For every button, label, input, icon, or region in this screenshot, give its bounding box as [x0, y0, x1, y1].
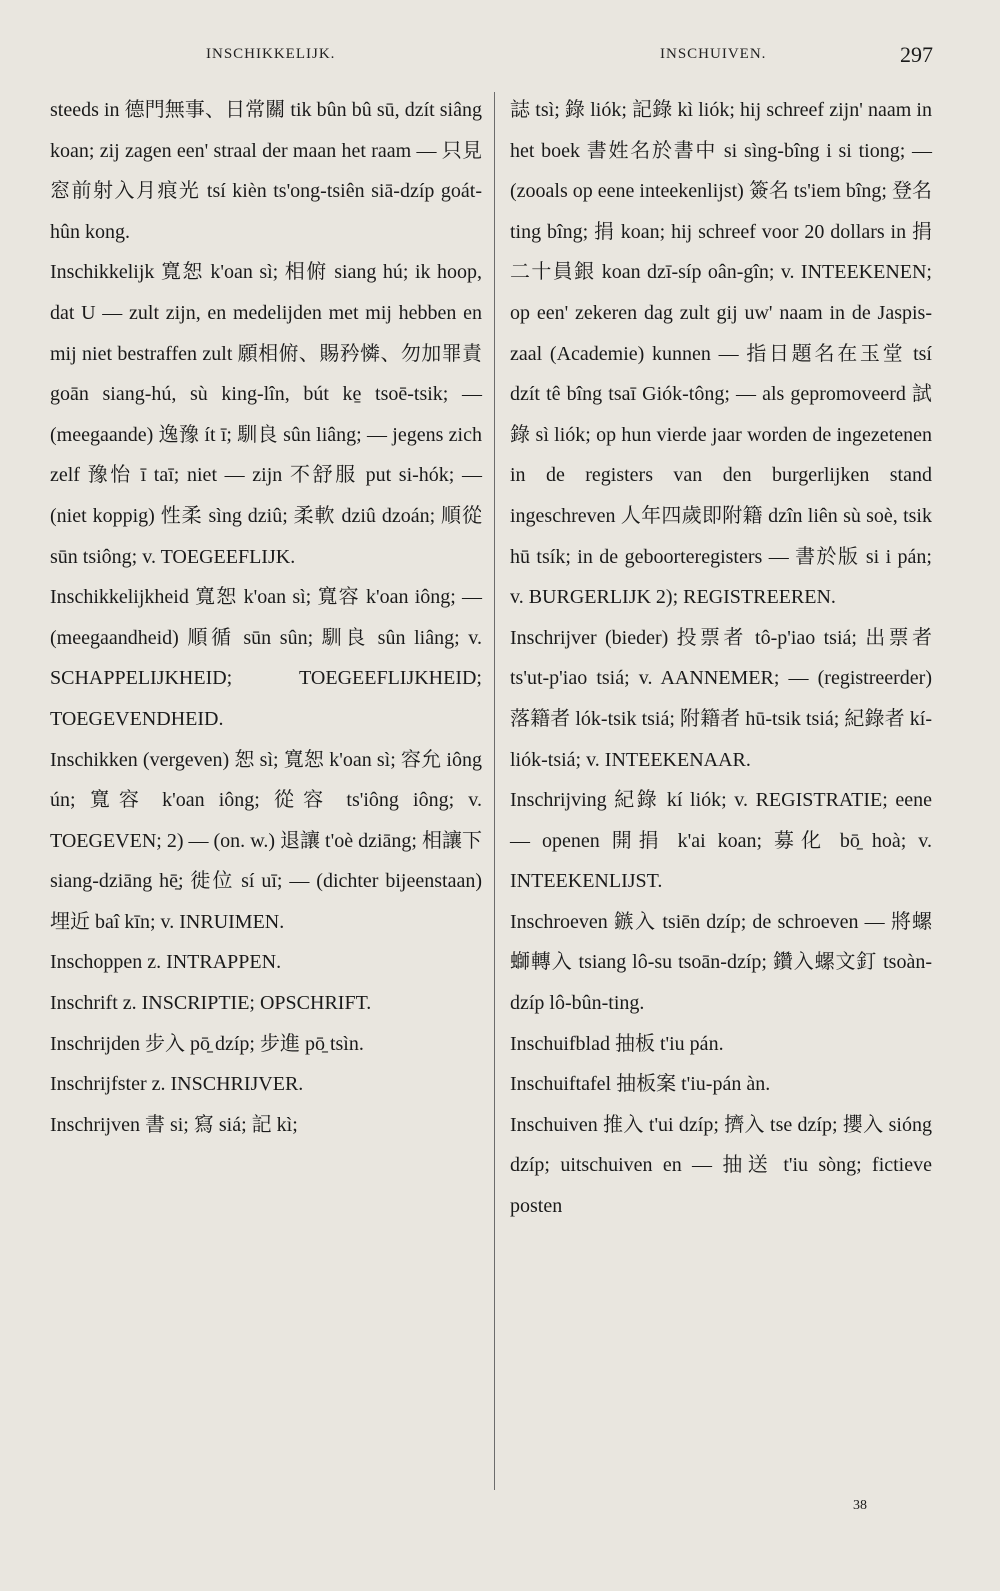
entry-inschuiftafel: Inschuiftafel 抽板案 t'iu-pán àn. — [510, 1073, 771, 1096]
signature-mark: 38 — [853, 1498, 867, 1513]
entry-inschrijving: Inschrijving 紀錄 kí liók; v. REGISTRATIE; eene — openen 開捐 k'ai koan; 募化 bō̱ hoà; v. INTEEKENLIJST. — [510, 789, 932, 893]
entry-inschrijven: Inschrijven 書 si; 寫 siá; 記 kì; — [50, 1113, 298, 1136]
entry-inschikkelijk: Inschikkelijk 寬恕 k'oan sì; 相俯 siang hú; ik hoop, dat U — zult zijn, en medelijden met mij hebben en mij niet bestraffen zult 願相俯、賜矜憐、勿加罪責 goān siang-hú, sù king-lîn, bút ke̱ tsoē-tsik; — (meegaande) 逸豫 ít ī; 馴良 sûn liâng; — jegens zich zelf 豫怡 ī taī; niet — zijn 不舒服 put si-hók; — (niet koppig) 性柔 sìng dziû; 柔軟 dziû dzoán; 順從 sūn tsiông; v. TOEGEEFLIJK. — [50, 261, 482, 568]
entry-inschrijfster: Inschrijfster z. INSCHRIJVER. — [50, 1073, 304, 1096]
entry-inschikken: Inschikken (vergeven) 恕 sì; 寬恕 k'oan sì; 容允 iông ún; 寬容 k'oan iông; 從容 ts'iông iông; v. TOEGEVEN; 2) — (on. w.) 退讓 t'oè dziāng; 相讓下 siang-dziāng hē̱; 徙位 sí uī; — (dichter bijeenstaan) 埋近 baî kīn; v. INRUIMEN. — [50, 748, 482, 933]
entry-inschrijden: Inschrijden 步入 pō̱ dzíp; 步進 pō̱ tsìn. — [50, 1032, 364, 1055]
entry-inschrift: Inschrift z. INSCRIPTIE; OPSCHRIFT. — [50, 992, 372, 1015]
running-head-right: INSCHUIVEN. — [660, 46, 767, 62]
running-head-left: INSCHIKKELIJK. — [206, 46, 336, 62]
entry-inschrijver: Inschrijver (bieder) 投票者 tô-p'iao tsiá; 出票者 ts'ut-p'iao tsiá; v. AANNEMER; — (registreerder) 落籍者 lók-tsik tsiá; 附籍者 hū-tsik tsiá; 紀錄者 kí-liók-tsiá; v. INTEEKENAAR. — [510, 626, 932, 771]
column-divider — [494, 92, 495, 1490]
entry-inschoppen: Inschoppen z. INTRAPPEN. — [50, 951, 282, 974]
entry-inschroeven: Inschroeven 鏃入 tsiēn dzíp; de schroeven — 將螺螄轉入 tsiang lô-su tsoān-dzíp; 鑽入螺文釘 tsoàn-dzíp lô-bûn-ting. — [510, 910, 932, 1015]
page-number: 297 — [900, 42, 933, 67]
entry-inschuiven: Inschuiven 推入 t'ui dzíp; 擠入 tse dzíp; 攖入 sióng dzíp; uitschuiven en — 抽送 t'iu sòng; fictieve posten — [510, 1113, 932, 1218]
left-column — [50, 90, 482, 1145]
right-column — [510, 90, 932, 1227]
entry-inschikkelijkheid: Inschikkelijkheid 寬恕 k'oan sì; 寬容 k'oan iông; — (meegaandheid) 順循 sūn sûn; 馴良 sûn liâng; v. SCHAPPELIJKHEID; TOEGEEFLIJKHEID; TOEGEVENDHEID. — [50, 586, 482, 730]
entry-continuation: steeds in 德門無事、日常關 tik bûn bû sū, dzít siâng koan; zij zagen een' straal der maan het raam — 只見窓前射入月痕光 tsí kièn ts'ong-tsiên siā-dzíp goát-hûn kong. — [50, 99, 482, 243]
entry-inschrijven-cont: 誌 tsì; 錄 liók; 記錄 kì liók; hij schreef zijn' naam in het boek 書姓名於書中 si sìng-bîng i si tiong; — (zooals op eene inteekenlijst) 簽名 ts'iem bîng; 登名 ting bîng; 捐 koan; hij schreef voor 20 dollars in 捐二十員銀 koan dzī-síp oân-gîn; v. INTEEKENEN; op een' zekeren dag zult gij uw' naam in de Jaspis-zaal (Academie) kunnen — 指日題名在玉堂 tsí dzít tê bîng tsaī Giók-tông; — als gepromoveerd 試錄 sì liók; op hun vierde jaar worden de ingezetenen in de registers van den burgerlijken stand ingeschreven 人年四歲即附籍 dzîn liên sù soè, tsik hū tsík; in de geboorteregisters — 書於版 si i pán; v. BURGERLIJK 2); REGISTREEREN. — [510, 99, 932, 609]
entry-inschuifblad: Inschuifblad 抽板 t'iu pán. — [510, 1032, 724, 1055]
